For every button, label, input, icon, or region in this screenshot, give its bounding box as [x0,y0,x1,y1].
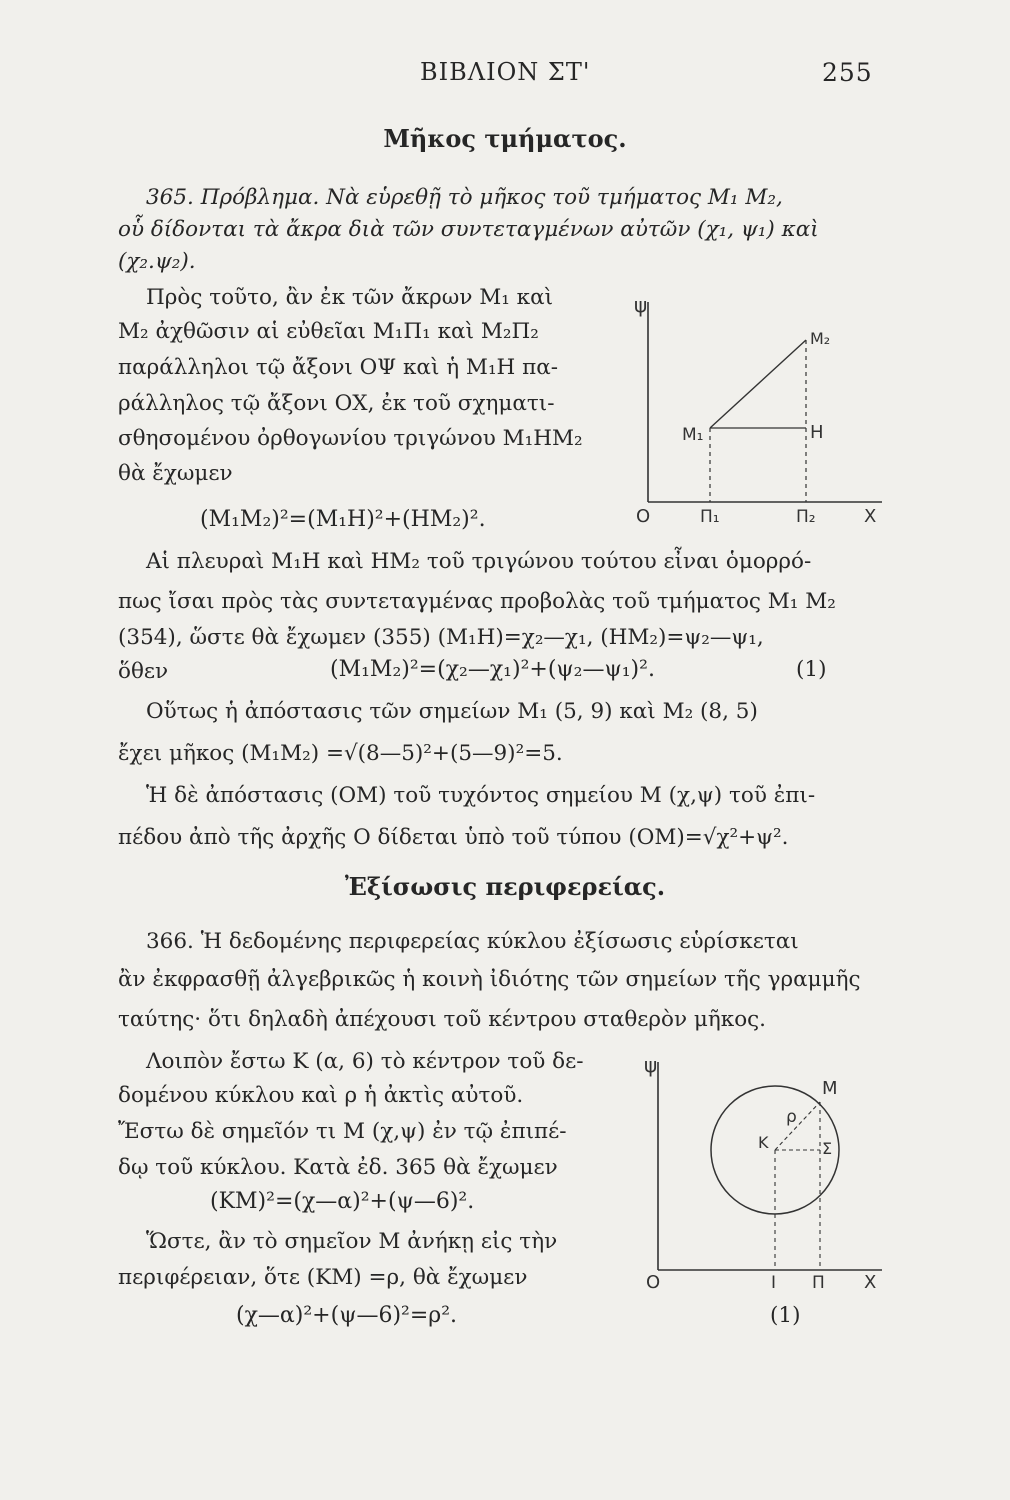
para1-line-1: Πρὸς τοῦτο, ἂν ἐκ τῶν ἄκρων M₁ καὶ [146,285,554,310]
label-x-axis: X [864,1272,877,1290]
label-psi: ψ [644,1053,658,1077]
label-psi: ψ [634,293,648,317]
label-origin: O [646,1272,661,1290]
para1-line-5: σθησομένου ὀρθογωνίου τριγώνου M₁HM₂ [118,426,583,451]
equation-pythagoras: (M₁M₂)²=(M₁H)²+(HM₂)². [200,507,486,532]
example-line-3: Ἡ δὲ ἀπόστασις (ΟΜ) τοῦ τυχόντος σημείου Μ (χ,ψ) τοῦ ἐπι- [146,783,816,808]
para1-line-2: M₂ ἀχθῶσιν αἱ εὐθεῖαι M₁Π₁ καὶ M₂Π₂ [118,319,539,344]
equation-circle-number: (1) [770,1303,801,1328]
para3-line-3: ταύτης· ὅτι δηλαδὴ ἀπέχουσι τοῦ κέντρου σταθερὸν μῆκος. [118,1007,767,1032]
para5-line-2: περιφέρειαν, ὅτε (KM) =ρ, θὰ ἔχωμεν [118,1265,528,1290]
para5-line-1: Ὥστε, ἂν τὸ σημεῖον Μ ἀνήκῃ εἰς τὴν [146,1229,558,1254]
label-rho: ρ [786,1107,797,1127]
para4-line-4: δῳ τοῦ κύκλου. Κατὰ ἐδ. 365 θὰ ἔχωμεν [118,1155,558,1180]
para4-line-3: Ἔστω δὲ σημεῖόν τι Μ (χ,ψ) ἐν τῷ ἐπιπέ- [118,1119,567,1144]
label-p1: Π₁ [700,507,720,527]
problem-line-3: (χ₂.ψ₂). [118,249,196,274]
equation-number-1: (1) [796,657,827,682]
label-h: H [810,422,824,443]
para4-line-2: δομένου κύκλου καὶ ρ ἡ ἀκτὶς αὐτοῦ. [118,1083,524,1108]
hothen-word: ὅθεν [118,659,169,684]
section-title-circle-equation: Ἐξίσωσις περιφερείας. [344,872,666,901]
label-sigma: Σ [822,1139,833,1158]
para3-line-2: ἂν ἐκφρασθῇ ἀλγεβρικῶς ἡ κοινὴ ἰδιότης τῶν σημείων τῆς γραμμῆς [118,967,861,992]
para3-line-1: 366. Ἡ δεδομένης περιφερείας κύκλου ἐξίσωσις εὑρίσκεται [146,929,799,954]
label-origin: O [636,506,651,527]
example-line-1: Οὕτως ἡ ἀπόστασις τῶν σημείων M₁ (5, 9) καὶ M₂ (8, 5) [146,699,758,724]
para2-line-2: πως ἴσαι πρὸς τὰς συντεταγμένας προβολὰς τοῦ τμήματος M₁ M₂ [118,589,836,614]
para1-line-4: ράλληλος τῷ ἄξονι ΟΧ, ἐκ τοῦ σχηματι- [118,391,555,416]
label-i: I [771,1273,777,1290]
problem-line-1: 365. Πρόβλημα. Νὰ εὑρεθῇ τὸ μῆκος τοῦ τμήματος M₁ M₂, [146,185,783,210]
label-x-axis: X [864,506,877,527]
label-m1: M₁ [682,425,704,445]
label-m2: M₂ [810,329,831,348]
page-number: 255 [822,58,873,87]
equation-km: (KM)²=(χ—α)²+(ψ—6)². [210,1189,475,1214]
para4-line-1: Λοιπὸν ἔστω Κ (α, 6) τὸ κέντρον τοῦ δε- [146,1049,584,1074]
segment-m1-m2 [710,340,806,428]
label-p: Π [812,1273,825,1290]
running-header: ΒΙΒΛΙΟΝ ΣΤ' [420,58,591,86]
label-m: M [822,1078,838,1099]
para1-line-6: θὰ ἔχωμεν [118,461,233,486]
section-title-segment-length: Μῆκος τμήματος. [383,124,627,153]
example-line-2: ἔχει μῆκος (M₁M₂) =√(8—5)²+(5—9)²=5. [118,741,563,766]
equation-distance: (M₁M₂)²=(χ₂—χ₁)²+(ψ₂—ψ₁)². [330,657,655,682]
para1-line-3: παράλληλοι τῷ ἄξονι ΟΨ καὶ ἡ M₁H πα- [118,355,559,380]
label-k: K [758,1133,769,1152]
figure-circle [630,1040,890,1290]
para2-line-3: (354), ὥστε θὰ ἔχωμεν (355) (M₁H)=χ₂—χ₁, (HM₂)=ψ₂—ψ₁, [118,625,764,650]
label-p2: Π₂ [796,507,816,527]
radius-km [775,1102,820,1150]
problem-line-2: οὗ δίδονται τὰ ἄκρα διὰ τῶν συντεταγμένων αὐτῶν (χ₁, ψ₁) καὶ [118,217,819,242]
para2-line-1: Αἱ πλευραὶ M₁H καὶ HM₂ τοῦ τριγώνου τούτου εἶναι ὁμορρό- [146,549,812,574]
example-line-4: πέδου ἀπὸ τῆς ἀρχῆς Ο δίδεται ὑπὸ τοῦ τύπου (ΟΜ)=√χ²+ψ². [118,825,789,850]
equation-circle: (χ—α)²+(ψ—6)²=ρ². [236,1303,458,1328]
figure-segment-triangle [620,280,890,540]
